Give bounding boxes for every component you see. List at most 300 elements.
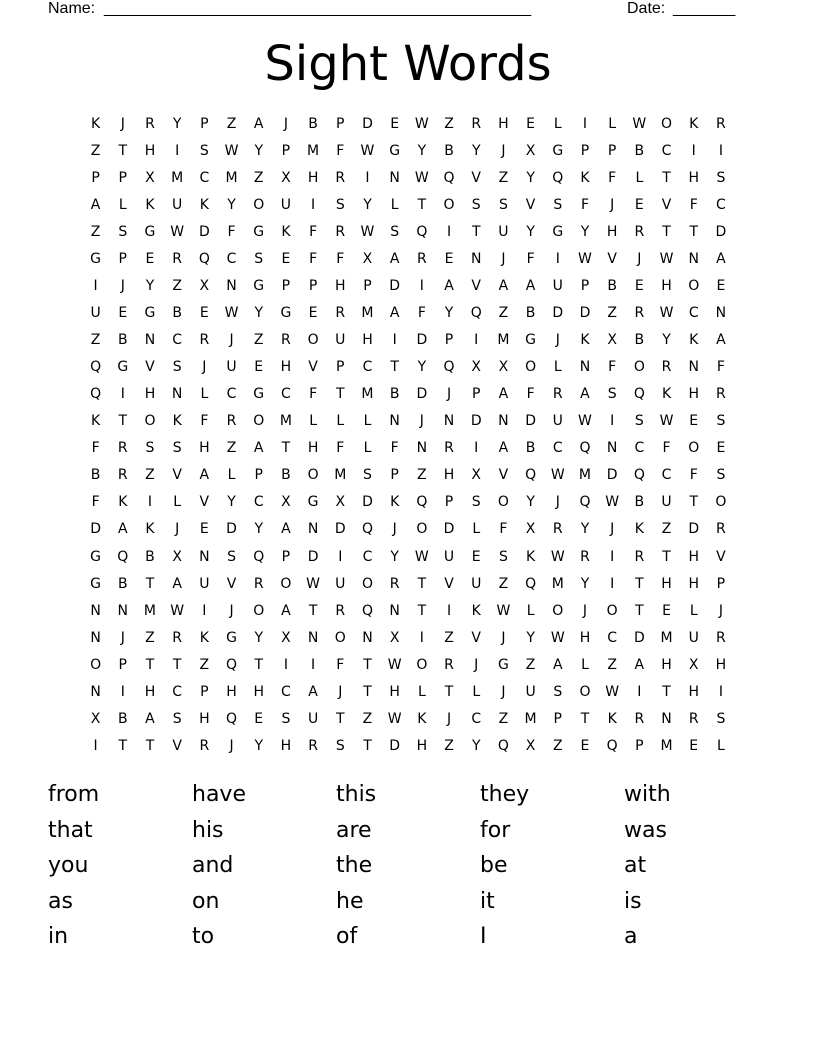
grid-letter: Q [443,359,455,376]
grid-letter: P [336,359,345,376]
grid-letter: F [608,359,617,376]
grid-letter: H [362,332,373,349]
grid-letter: E [118,305,128,322]
grid-letter: V [172,467,182,484]
grid-letter: X [362,251,373,268]
grid-letter: V [716,548,726,565]
grid-letter: O [144,413,156,430]
grid-letter: H [253,683,264,700]
grid-letter: L [717,737,725,754]
word-list-item: for [480,817,511,843]
grid-letter: C [281,386,291,403]
grid-letter: Z [172,278,182,295]
grid-letter: U [688,629,699,646]
grid-letter: T [118,143,128,160]
grid-letter: E [580,737,590,754]
grid-letter: U [552,413,563,430]
grid-letter: U [498,224,509,241]
grid-letter: I [338,548,343,565]
grid-letter: N [579,359,591,376]
grid-letter: R [688,710,699,727]
grid-letter: Y [526,170,535,187]
grid-letter: J [446,710,452,727]
grid-letter: D [362,494,373,511]
grid-row [82,652,735,679]
grid-letter: J [419,413,424,430]
grid-letter: X [525,737,536,754]
grid-letter: F [499,521,508,538]
grid-letter: G [389,143,401,160]
grid-letter: I [718,683,723,700]
grid-letter: Q [633,467,645,484]
word-list-item: from [48,782,100,807]
grid-letter: L [608,116,617,132]
grid-letter: J [555,494,560,511]
grid-letter: Q [443,170,455,187]
grid-letter: C [362,548,373,565]
grid-letter: G [253,224,265,241]
grid-letter: C [172,332,183,349]
grid-letter: J [501,251,506,268]
grid-letter: W [224,305,239,322]
grid-letter: C [471,710,482,727]
grid-letter: O [552,602,564,619]
grid-letter: E [689,413,699,430]
grid-letter: D [470,413,482,430]
grid-letter: Z [253,170,264,187]
grid-letter: Y [254,629,263,646]
word-list-item: a [624,924,638,950]
grid-letter: R [716,521,726,538]
grid-row [82,733,735,760]
grid-letter: R [335,305,346,322]
grid-letter: B [525,305,536,322]
grid-letter: W [550,629,565,646]
grid-letter: N [171,386,183,403]
grid-letter: Q [361,521,373,538]
grid-letter: P [281,278,291,295]
grid-letter: H [688,575,699,592]
grid-letter: B [117,332,128,349]
grid-letter: D [90,521,101,538]
grid-letter: O [633,359,645,376]
grid-letter: O [416,656,428,673]
grid-letter: J [120,629,125,646]
grid-letter: Y [580,521,590,538]
grid-letter: W [387,656,402,673]
grid-letter: N [688,359,699,376]
grid-letter: Z [552,737,563,754]
grid-letter: C [362,359,373,376]
grid-letter: P [281,143,291,160]
grid-letter: R [117,440,128,457]
grid-letter: I [93,737,98,754]
grid-letter: G [90,548,102,565]
grid-letter: V [607,251,617,268]
grid-row [82,219,735,246]
grid-letter: H [661,278,672,295]
grid-letter: G [253,278,265,295]
grid-letter: Q [226,710,238,727]
grid-row [82,381,735,408]
grid-letter: L [390,197,399,214]
word-list-item: is [624,888,642,914]
grid-letter: T [145,737,155,754]
page-title: Sight Words [264,36,552,92]
grid-letter: F [309,224,318,241]
grid-letter: R [172,629,183,646]
grid-letter: X [281,170,291,187]
name-field-line: ________________________________________________ [104,0,532,17]
grid-letter: B [172,305,182,322]
grid-letter: Q [579,494,591,511]
grid-row [82,192,735,219]
grid-letter: Y [471,737,481,754]
grid-letter: O [606,602,618,619]
grid-letter: T [336,386,345,403]
grid-letter: B [525,440,536,457]
grid-letter: Z [226,440,237,457]
grid-letter: D [579,305,591,322]
word-list-item: are [336,817,372,843]
grid-row [82,354,735,381]
grid-letter: Y [145,278,155,295]
grid-row [82,327,735,354]
grid-letter: W [414,548,429,565]
grid-letter: I [120,683,125,700]
grid-letter: Y [172,116,182,132]
grid-letter: Y [390,548,399,565]
grid-letter: I [93,278,98,295]
grid-letter: P [716,575,726,592]
grid-letter: J [283,116,288,132]
grid-letter: R [634,305,645,322]
grid-letter: K [689,332,699,349]
grid-letter: N [90,602,101,619]
grid-letter: W [387,710,402,727]
grid-letter: K [199,629,209,646]
grid-letter: L [363,440,372,457]
grid-letter: W [550,548,565,565]
grid-letter: Y [580,575,590,592]
grid-letter: D [307,548,319,565]
grid-letter: A [716,251,726,268]
grid-letter: Y [417,143,427,160]
grid-letter: R [552,521,563,538]
grid-letter: I [392,332,397,349]
grid-letter: H [498,116,509,132]
grid-letter: A [580,386,590,403]
grid-letter: E [254,359,264,376]
grid-letter: N [307,629,319,646]
grid-letter: W [496,602,511,619]
grid-letter: I [610,413,615,430]
grid-letter: T [145,575,155,592]
grid-letter: B [281,467,291,484]
grid-letter: T [689,224,698,241]
grid-letter: S [716,413,726,430]
grid-letter: I [311,656,316,673]
grid-letter: G [552,224,564,241]
grid-letter: J [501,629,506,646]
grid-letter: D [688,521,700,538]
grid-letter: N [470,251,482,268]
grid-letter: M [660,629,673,646]
grid-letter: T [172,656,182,673]
grid-letter: B [117,575,128,592]
grid-letter: D [416,386,428,403]
grid-letter: Z [90,224,101,241]
grid-letter: H [443,467,455,484]
grid-letter: H [579,629,591,646]
grid-letter: U [90,305,101,322]
grid-letter: X [525,521,536,538]
grid-row [82,138,735,165]
grid-letter: F [227,224,236,241]
grid-letter: C [253,494,264,511]
grid-letter: J [582,602,588,619]
grid-letter: K [172,413,182,430]
grid-letter: B [634,494,645,511]
word-list-item: and [192,853,234,879]
grid-letter: E [634,197,644,214]
word-row [48,887,768,923]
grid-letter: P [200,116,209,132]
grid-letter: L [336,413,345,430]
grid-letter: M [361,386,374,403]
grid-letter: H [688,548,699,565]
grid-letter: X [688,656,699,673]
grid-letter: T [118,413,128,430]
grid-letter: L [200,386,209,403]
grid-letter: P [281,548,291,565]
grid-letter: Z [417,467,427,484]
grid-letter: H [280,737,292,754]
grid-row [82,165,735,192]
grid-letter: S [227,548,236,565]
word-list-item: this [336,782,377,807]
grid-letter: A [253,116,264,132]
grid-letter: O [90,656,102,673]
grid-letter: Z [90,332,101,349]
grid-letter: C [716,197,726,214]
date-label: Date: [627,0,666,17]
grid-letter: K [417,710,427,727]
word-list [48,780,768,958]
grid-letter: R [172,251,183,268]
grid-letter: U [280,197,292,214]
grid-letter: X [471,359,482,376]
grid-letter: R [634,224,645,241]
grid-letter: O [688,278,700,295]
grid-letter: A [281,602,291,619]
grid-letter: J [202,359,207,376]
grid-letter: O [361,575,373,592]
grid-letter: S [254,251,264,268]
grid-letter: S [335,197,345,214]
grid-letter: U [172,197,183,214]
grid-letter: A [199,467,210,484]
grid-letter: K [91,413,101,430]
grid-letter: A [552,656,563,673]
grid-letter: Y [526,494,535,511]
grid-letter: A [498,440,509,457]
grid-letter: V [308,359,318,376]
grid-letter: P [336,116,345,132]
grid-letter: A [716,332,726,349]
grid-letter: L [553,116,562,132]
grid-row [82,544,735,571]
grid-letter: Y [254,737,263,754]
grid-letter: B [389,386,400,403]
grid-letter: C [199,170,210,187]
grid-letter: L [309,413,317,430]
grid-letter: I [691,143,696,160]
grid-letter: T [145,656,155,673]
grid-letter: F [91,440,100,457]
grid-letter: T [444,683,454,700]
word-list-item: to [192,924,215,950]
grid-letter: R [253,575,264,592]
grid-letter: K [145,521,155,538]
grid-letter: L [526,602,535,619]
grid-letter: J [718,602,723,619]
grid-letter: B [634,143,645,160]
grid-letter: I [637,683,642,700]
grid-letter: W [578,251,592,268]
grid-letter: H [144,143,156,160]
grid-letter: Z [607,305,617,322]
grid-letter: H [688,386,699,403]
grid-letter: R [117,467,128,484]
grid-letter: K [281,224,291,241]
grid-letter: W [659,251,674,268]
grid-letter: I [718,143,723,160]
grid-letter: C [634,440,645,457]
grid-letter: J [120,116,125,132]
grid-letter: B [634,332,645,349]
grid-letter: O [443,197,455,214]
grid-letter: O [525,359,537,376]
grid-letter: V [498,467,509,484]
grid-letter: V [471,170,481,187]
grid-letter: G [90,575,102,592]
grid-letter: E [526,116,536,132]
grid-letter: H [389,683,400,700]
grid-letter: Q [606,737,618,754]
grid-letter: Y [444,305,454,322]
grid-row [82,516,735,543]
grid-letter: W [632,116,647,132]
grid-letter: O [715,494,727,511]
grid-letter: F [91,494,100,511]
header [48,0,748,20]
grid-letter: I [283,656,288,673]
grid-letter: F [336,251,345,268]
grid-letter: X [199,278,210,295]
grid-letter: E [689,737,699,754]
grid-letter: Z [444,629,454,646]
grid-letter: J [610,197,615,214]
grid-letter: W [414,116,429,132]
grid-letter: Y [417,359,427,376]
grid-letter: A [444,278,454,295]
grid-letter: A [253,440,264,457]
grid-letter: S [335,737,345,754]
grid-letter: F [390,440,399,457]
grid-letter: L [472,521,481,538]
grid-letter: H [688,683,699,700]
word-list-item: the [336,853,373,879]
grid-letter: E [199,305,209,322]
grid-letter: S [553,197,563,214]
grid-letter: Z [661,521,672,538]
grid-letter: U [335,332,346,349]
grid-letter: K [580,170,590,187]
grid-letter: S [471,494,481,511]
grid-letter: H [688,170,699,187]
grid-letter: A [634,656,645,673]
grid-letter: P [553,710,562,727]
grid-letter: Q [416,224,428,241]
grid-letter: P [363,278,372,295]
date-field-line: _______ [673,0,736,17]
grid-letter: K [118,494,128,511]
grid-letter: E [199,521,209,538]
grid-letter: E [308,305,318,322]
grid-letter: L [173,494,182,511]
grid-letter: C [688,305,699,322]
grid-letter: O [253,197,265,214]
grid-letter: T [417,197,427,214]
grid-letter: C [661,143,672,160]
grid-letter: Z [145,467,155,484]
grid-letter: R [580,548,590,565]
word-search-grid [82,111,735,760]
grid-letter: C [226,251,237,268]
grid-letter: S [172,359,182,376]
grid-letter: R [308,737,318,754]
grid-letter: W [659,305,674,322]
grid-letter: Q [633,386,645,403]
word-list-item: in [48,924,69,950]
grid-letter: R [335,602,346,619]
grid-letter: C [172,683,183,700]
grid-letter: M [660,737,673,754]
grid-letter: Y [254,305,263,322]
grid-letter: G [90,251,102,268]
grid-letter: Q [361,602,373,619]
grid-letter: N [199,548,210,565]
grid-letter: K [526,548,536,565]
grid-letter: J [175,521,180,538]
grid-letter: O [688,440,700,457]
grid-letter: L [689,602,698,619]
grid-letter: R [281,332,291,349]
grid-letter: T [689,494,698,511]
grid-letter: Y [227,197,236,214]
grid-letter: Q [525,575,537,592]
grid-row [82,300,735,327]
grid-letter: B [90,467,101,484]
grid-letter: Q [497,737,509,754]
grid-letter: N [498,413,509,430]
grid-letter: R [444,656,454,673]
grid-letter: L [581,656,589,673]
grid-letter: H [335,278,346,295]
grid-letter: P [200,683,209,700]
grid-letter: G [497,656,509,673]
